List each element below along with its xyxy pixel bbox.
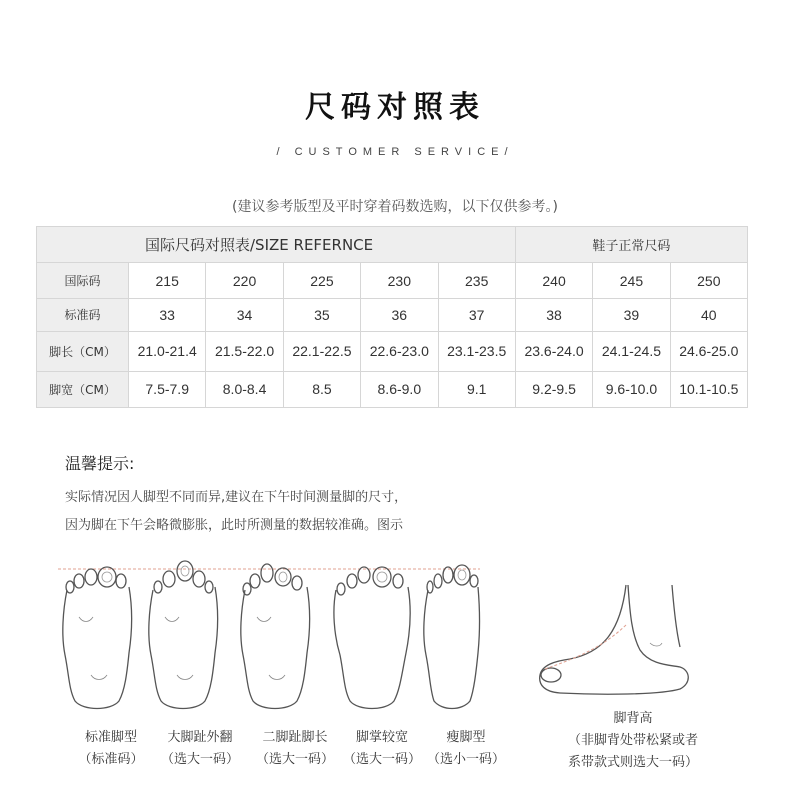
table-cell: 33 (129, 299, 206, 331)
table-cell: 23.1-23.5 (438, 331, 515, 371)
size-chart-table (36, 226, 748, 408)
table-cell: 39 (593, 299, 670, 331)
table-main-heading: 国际尺码对照表/SIZE REFERNCE (37, 227, 516, 263)
foot-type-label (411, 727, 521, 771)
table-cell: 22.6-23.0 (361, 331, 438, 371)
tips-text-line: 实际情况因人脚型不同而异,建议在下午时间测量脚的尺寸， (65, 490, 408, 505)
bunion-foot-icon (149, 561, 218, 709)
table-row (37, 371, 748, 407)
tips-title: 温馨提示: (65, 454, 135, 473)
row-label: 脚宽（CM） (37, 371, 129, 407)
tips-text-line: 因为脚在下午会略微膨胀，此时所测量的数据较准确。图示 (65, 518, 404, 533)
table-cell: 240 (515, 263, 592, 299)
table-cell: 215 (129, 263, 206, 299)
table-cell: 7.5-7.9 (129, 371, 206, 407)
table-cell: 21.5-22.0 (206, 331, 283, 371)
table-cell: 23.6-24.0 (515, 331, 592, 371)
reference-note: (建议参考版型及平时穿着码数选购，以下仅供参考。) (232, 199, 558, 215)
foot-type-advice: （标准码） (78, 752, 144, 767)
table-cell: 225 (283, 263, 360, 299)
foot-type-advice: （选大一码） (342, 752, 421, 767)
table-cell: 35 (283, 299, 360, 331)
foot-type-advice: （选大一码） (255, 752, 334, 767)
table-cell: 9.6-10.0 (593, 371, 670, 407)
table-cell: 8.0-8.4 (206, 371, 283, 407)
foot-type-advice: （选小一码） (426, 752, 505, 767)
table-row (37, 299, 748, 331)
row-label: 脚长（CM） (37, 331, 129, 371)
table-cell: 37 (438, 299, 515, 331)
table-cell: 24.1-24.5 (593, 331, 670, 371)
page-title: 尺码对照表 (305, 90, 485, 125)
table-row (37, 263, 748, 299)
table-cell: 230 (361, 263, 438, 299)
instep-advice: 系带款式则选大一码） (567, 755, 698, 770)
table-cell: 8.5 (283, 371, 360, 407)
foot-type-name: 瘦脚型 (446, 730, 486, 745)
standard-foot-icon (63, 567, 132, 709)
instep-advice: （非脚背处带松紧或者 (567, 733, 698, 748)
table-cell: 250 (670, 263, 747, 299)
foot-type-name: 脚掌较宽 (355, 730, 408, 745)
foot-types-illustration (0, 555, 790, 725)
table-cell: 34 (206, 299, 283, 331)
instep-label (548, 708, 718, 774)
row-label: 标准码 (37, 299, 129, 331)
foot-type-label (145, 727, 255, 771)
table-cell: 10.1-10.5 (670, 371, 747, 407)
second-toe-foot-icon (241, 564, 310, 709)
instep-height-foot-icon (540, 585, 689, 694)
table-cell: 40 (670, 299, 747, 331)
foot-type-name: 大脚趾外翻 (167, 730, 233, 745)
table-cell: 38 (515, 299, 592, 331)
row-label: 国际码 (37, 263, 129, 299)
table-cell: 245 (593, 263, 670, 299)
table-cell: 235 (438, 263, 515, 299)
table-cell: 220 (206, 263, 283, 299)
wide-foot-icon (334, 567, 410, 709)
table-cell: 9.2-9.5 (515, 371, 592, 407)
foot-type-name: 二脚趾脚长 (262, 730, 328, 745)
table-cell: 21.0-21.4 (129, 331, 206, 371)
instep-name: 脚背高 (613, 711, 653, 726)
slim-foot-icon (424, 565, 480, 709)
table-header-row (37, 227, 748, 263)
table-cell: 9.1 (438, 371, 515, 407)
table-cell: 24.6-25.0 (670, 331, 747, 371)
table-cell: 22.1-22.5 (283, 331, 360, 371)
table-cell: 8.6-9.0 (361, 371, 438, 407)
table-cell: 36 (361, 299, 438, 331)
table-row (37, 331, 748, 371)
page-subtitle: / CUSTOMER SERVICE/ (276, 146, 514, 158)
foot-type-advice: （选大一码） (160, 752, 239, 767)
foot-type-name: 标准脚型 (84, 730, 137, 745)
table-side-heading: 鞋子正常尺码 (515, 227, 747, 263)
